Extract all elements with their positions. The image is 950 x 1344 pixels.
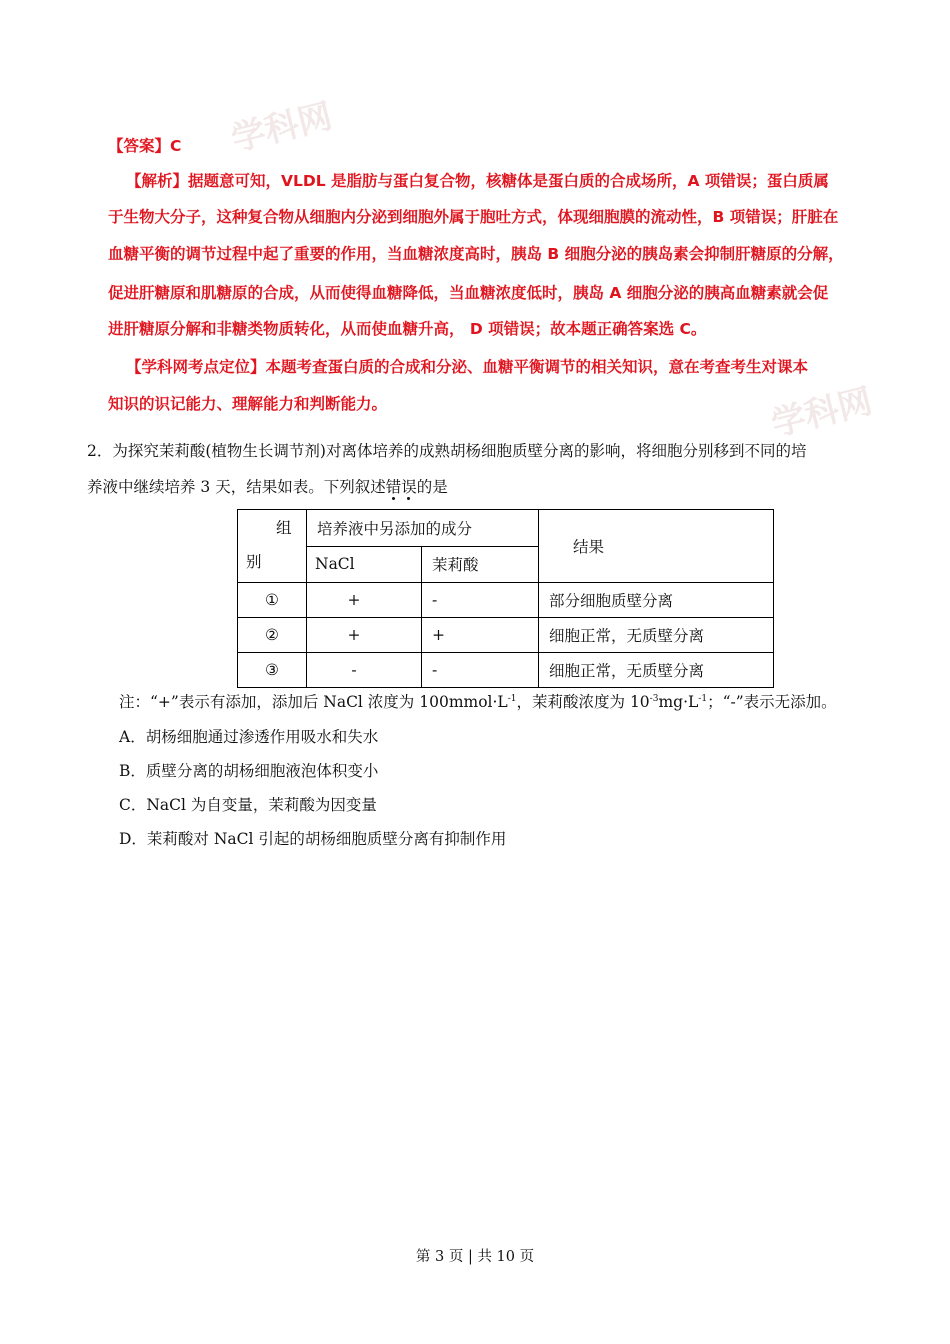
answer-value: C xyxy=(170,137,182,155)
experiment-table xyxy=(237,509,774,688)
group-header: 组 别 xyxy=(238,510,307,583)
table-row: ③ - - 细胞正常，无质壁分离 xyxy=(238,653,774,688)
answer-line xyxy=(108,134,181,156)
table-row: ② + + 细胞正常，无质壁分离 xyxy=(238,618,774,653)
key-point-line: 【学科网考点定位】本题考查蛋白质的合成和分泌、血糖平衡调节的相关知识，意在考查考生对课本 xyxy=(126,358,809,376)
analysis-line: 【解析】据题意可知，VLDL 是脂肪与蛋白复合物，核糖体是蛋白质的合成场所，A 项错误；蛋白质属 xyxy=(126,172,829,190)
nacl-header: NaCl xyxy=(307,546,422,583)
option-b: B．质壁分离的胡杨细胞液泡体积变小 xyxy=(119,762,379,780)
added-components-header: 培养液中另添加的成分 xyxy=(307,510,539,547)
watermark: 学科网 xyxy=(227,96,337,160)
table-row: ① + - 部分细胞质壁分离 xyxy=(238,583,774,618)
question-stem-line2: 养液中继续培养 3 天，结果如表。下列叙述错 误 的是 xyxy=(87,475,448,497)
analysis-line: 进肝糖原分解和非糖类物质转化，从而使血糖升高， D 项错误；故本题正确答案选 C。 xyxy=(108,320,707,338)
analysis-line: 促进肝糖原和肌糖原的合成，从而使得血糖降低，当血糖浓度低时，胰岛 A 细胞分泌的胰高血糖素就会促 xyxy=(108,284,829,302)
option-a: A．胡杨细胞通过渗透作用吸水和失水 xyxy=(119,728,379,746)
answer-label: 【答案】 xyxy=(108,137,171,155)
key-point-line: 知识的识记能力、理解能力和判断能力。 xyxy=(108,395,388,413)
watermark: 学科网 xyxy=(767,381,877,445)
result-header: 结果 xyxy=(539,510,774,583)
emphasized-char: 错 xyxy=(386,478,402,496)
option-c: C．NaCl 为自变量，茉莉酸为因变量 xyxy=(119,796,377,814)
page-footer: 第 3 页 | 共 10 页 xyxy=(415,1249,535,1265)
analysis-line: 于生物大分子，这种复合物从细胞内分泌到细胞外属于胞吐方式，体现细胞膜的流动性，B 项错误；肝脏在 xyxy=(108,208,839,226)
table-note: 注：“+”表示有添加，添加后 NaCl 浓度为 $100mmol\cdot L^{-1}$，茉莉酸浓度为 $10^{-3}mg\cdot L^{-1}$；“-”表示无添加。 xyxy=(119,693,837,711)
analysis-line: 血糖平衡的调节过程中起了重要的作用，当血糖浓度高时，胰岛 B 细胞分泌的胰岛素会抑制肝糖原的分解， xyxy=(108,245,844,263)
question-stem-line1: 2．为探究茉莉酸(植物生长调节剂)对离体培养的成熟胡杨细胞质壁分离的影响，将细胞分别移到不同的培 xyxy=(87,442,807,460)
emphasized-char: 误 xyxy=(401,478,417,496)
jasmonic-header: 茉莉酸 xyxy=(422,546,539,583)
option-d: D．茉莉酸对 NaCl 引起的胡杨细胞质壁分离有抑制作用 xyxy=(119,830,507,848)
